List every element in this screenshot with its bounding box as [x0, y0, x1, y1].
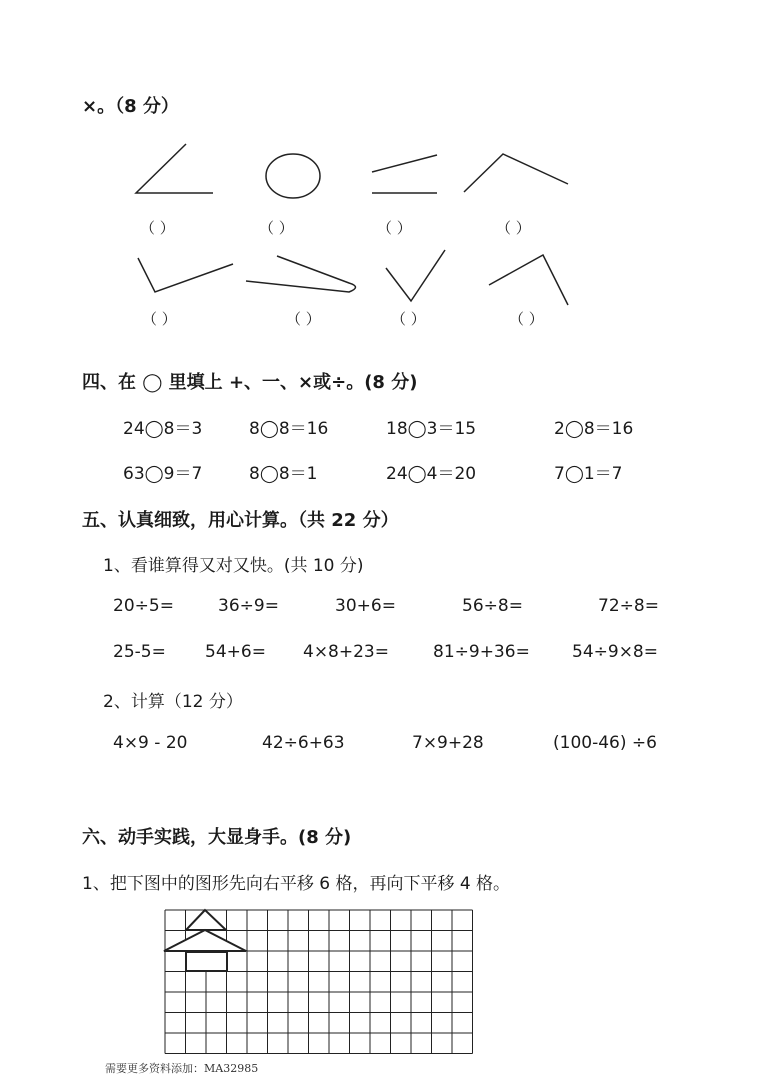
- s4-item: 2◯8＝16: [554, 419, 634, 439]
- answer-paren-3: （ ）: [377, 219, 412, 237]
- answer-paren-1: （ ）: [140, 219, 175, 237]
- s5-calc-item: 56÷8=: [462, 596, 523, 616]
- house-top-triangle: [186, 910, 226, 930]
- s5-q2-item: 7×9+28: [412, 733, 484, 753]
- house-roof-triangle: [164, 930, 246, 951]
- s5-calc-item: 54+6=: [205, 642, 266, 662]
- s4-item: 63◯9＝7: [123, 464, 203, 484]
- s5-calc-item: 72÷8=: [598, 596, 659, 616]
- s4-item: 8◯8＝16: [249, 419, 329, 439]
- section6-q1-text: 1、把下图中的图形先向右平移 6 格，再向下平移 4 格。: [82, 874, 511, 894]
- house-base-rect: [186, 952, 227, 971]
- answer-paren-5: （ ）: [142, 310, 177, 328]
- s5-calc-item: 81÷9+36=: [433, 642, 530, 662]
- section3-title: ×。（8 分）: [82, 96, 179, 117]
- footer-note: 需要更多资料添加：MA32985: [105, 1062, 259, 1075]
- s5-calc-item: 36÷9=: [218, 596, 279, 616]
- answer-paren-8: （ ）: [509, 310, 544, 328]
- s5-calc-item: 54÷9×8=: [572, 642, 658, 662]
- s4-item: 24◯4＝20: [386, 464, 477, 484]
- s5-calc-item: 25-5=: [113, 642, 166, 662]
- s4-item: 24◯8＝3: [123, 419, 203, 439]
- s4-item: 7◯1＝7: [554, 464, 623, 484]
- section5-title: 五、认真细致，用心计算。（共 22 分）: [82, 510, 399, 531]
- s5-q2-item: 4×9 - 20: [113, 733, 188, 753]
- s4-item: 18◯3＝15: [386, 419, 477, 439]
- s5-q2-item: 42÷6+63: [262, 733, 345, 753]
- section5-q2-heading: 2、计算（12 分）: [103, 692, 243, 712]
- s5-calc-item: 20÷5=: [113, 596, 174, 616]
- s4-item: 8◯8＝1: [249, 464, 318, 484]
- answer-paren-4: （ ）: [496, 219, 531, 237]
- answer-paren-6: （ ）: [286, 310, 321, 328]
- answer-paren-2: （ ）: [259, 219, 294, 237]
- s5-q2-item: (100-46) ÷6: [553, 733, 657, 753]
- answer-paren-7: （ ）: [391, 310, 426, 328]
- s5-calc-item: 30+6=: [335, 596, 396, 616]
- s5-calc-item: 4×8+23=: [303, 642, 389, 662]
- section4-title: 四、在 ◯ 里填上 +、一、×或÷。(8 分): [82, 372, 418, 393]
- house-shape: [164, 910, 246, 971]
- section6-title: 六、动手实践，大显身手。(8 分): [82, 827, 352, 848]
- section5-q1-heading: 1、看谁算得又对又快。(共 10 分): [103, 556, 364, 576]
